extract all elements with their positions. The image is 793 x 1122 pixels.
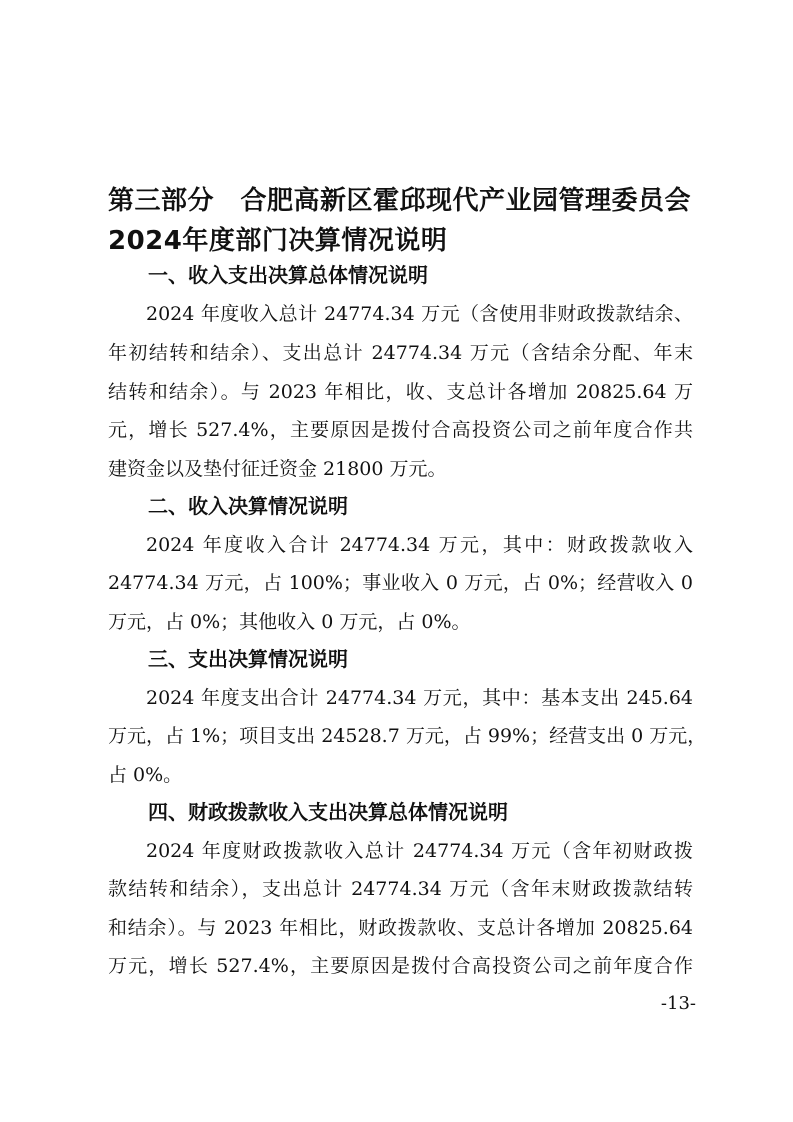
- paragraph-line: 结转和结余）。与 2023 年相比，收、支总计各增加 20825.64 万: [108, 381, 693, 403]
- paragraph-line: 款结转和结余），支出总计 24774.34 万元（含年末财政拨款结转: [108, 878, 693, 900]
- paragraph-line: 万元，占 1%；项目支出 24528.7 万元，占 99%；经营支出 0 万元，: [108, 725, 707, 747]
- section-heading-3: 三、支出决算情况说明: [148, 647, 348, 671]
- paragraph-line: 元，增长 527.4%，主要原因是拨付合高投资公司之前年度合作共: [108, 419, 693, 441]
- paragraph-line: 2024 年度财政拨款收入总计 24774.34 万元（含年初财政拨: [146, 840, 693, 862]
- section-heading-2: 二、收入决算情况说明: [148, 494, 348, 518]
- paragraph-line: 万元，占 0%；其他收入 0 万元，占 0%。: [108, 611, 471, 633]
- paragraph-line: 2024 年度支出合计 24774.34 万元，其中：基本支出 245.64: [146, 687, 693, 709]
- paragraph-line: 建资金以及垫付征迁资金 21800 万元。: [108, 458, 447, 480]
- paragraph-line: 2024 年度收入合计 24774.34 万元，其中：财政拨款收入: [146, 534, 693, 556]
- page-number: -13-: [660, 993, 696, 1014]
- paragraph-line: 万元，增长 527.4%，主要原因是拨付合高投资公司之前年度合作: [108, 955, 693, 977]
- page-title: 第三部分 合肥高新区霍邱现代产业园管理委员会2024年度部门决算情况说明: [108, 186, 692, 256]
- section-heading-1: 一、收入支出决算总体情况说明: [148, 263, 428, 287]
- paragraph-line: 占 0%。: [108, 764, 183, 786]
- paragraph-line: 和结余）。与 2023 年相比，财政拨款收、支总计各增加 20825.64: [108, 917, 693, 939]
- paragraph-line: 2024 年度收入总计 24774.34 万元（含使用非财政拨款结余、: [146, 303, 693, 325]
- section-heading-4: 四、财政拨款收入支出决算总体情况说明: [148, 800, 508, 824]
- paragraph-line: 24774.34 万元，占 100%；事业收入 0 万元，占 0%；经营收入 0: [108, 572, 693, 594]
- paragraph-line: 年初结转和结余）、支出总计 24774.34 万元（含结余分配、年末: [108, 342, 693, 364]
